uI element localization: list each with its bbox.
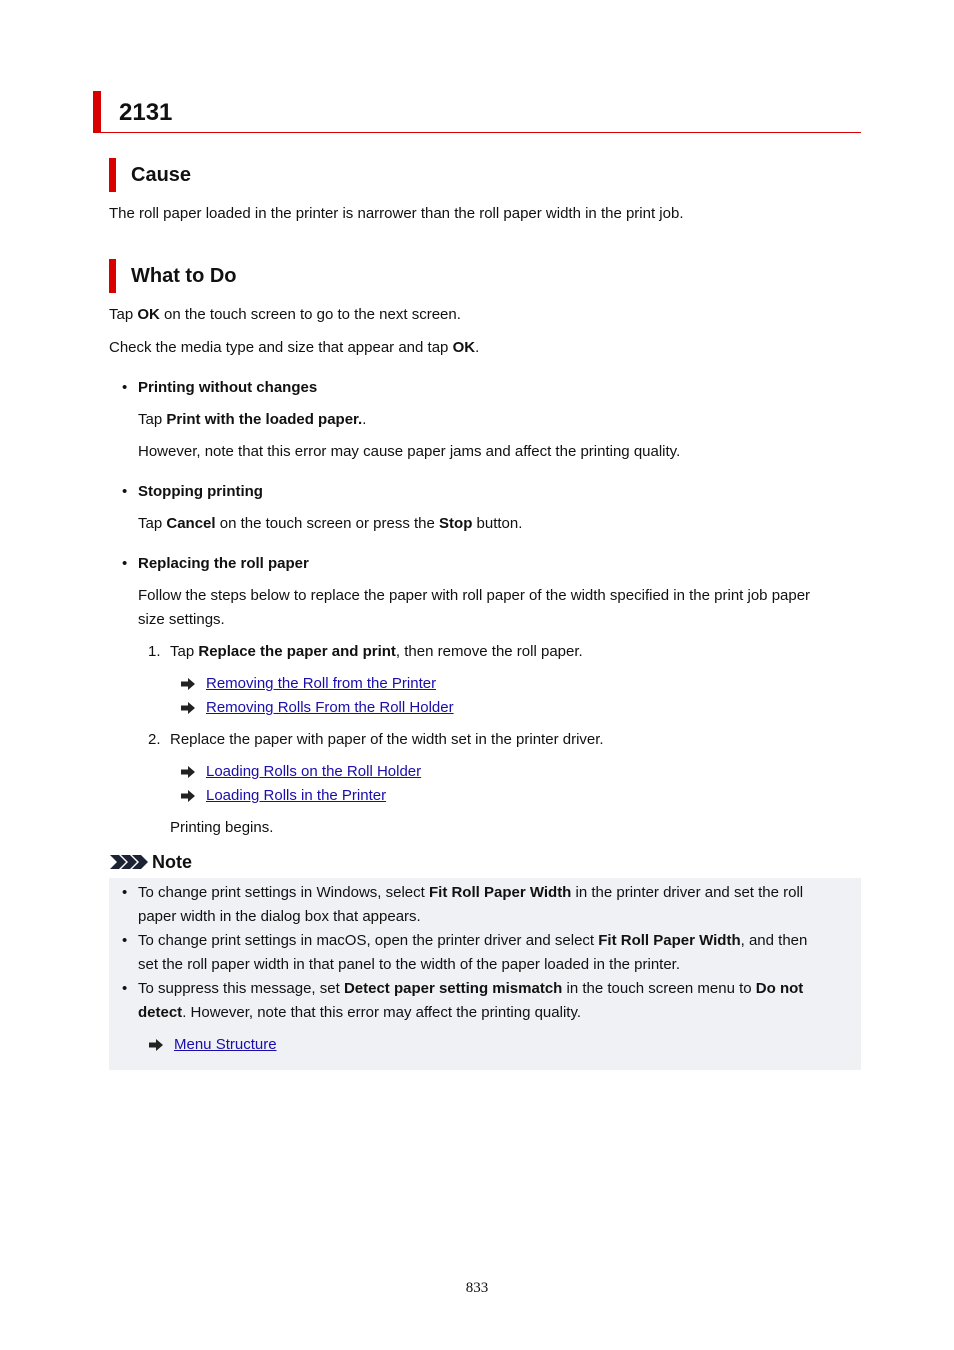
- note-item-text: set the roll paper width in that panel to the width of the paper loaded in the printer.: [138, 956, 681, 973]
- step-number: 1.: [148, 643, 161, 660]
- instruction-tap-ok: Tap OK on the touch screen to go to the next screen.: [109, 306, 461, 323]
- bullet: •: [122, 555, 128, 572]
- what-to-do-heading-bar: [109, 259, 237, 293]
- bullet: •: [122, 980, 128, 997]
- option-text: Tap Cancel on the touch screen or press the Stop button.: [138, 515, 523, 532]
- page-title: 2131: [119, 99, 173, 126]
- bullet: •: [122, 884, 128, 901]
- option-title: Replacing the roll paper: [138, 555, 309, 572]
- what-to-do-heading: What to Do: [131, 265, 237, 287]
- step-text: Replace the paper with paper of the width set in the printer driver.: [170, 731, 604, 748]
- arrow-right-icon: [180, 784, 196, 808]
- option-text: Follow the steps below to replace the paper with roll paper of the width specified in the print job paper: [138, 587, 811, 604]
- arrow-right-icon: [180, 696, 196, 720]
- note-title: Note: [152, 852, 192, 872]
- arrow-right-icon: [180, 760, 196, 784]
- cause-heading: Cause: [131, 164, 192, 186]
- option-title: Stopping printing: [138, 483, 263, 500]
- bullet: •: [122, 379, 128, 396]
- note-item-text: To change print settings in Windows, select Fit Roll Paper Width in the printer driver and set the roll: [138, 884, 804, 901]
- option-text: Tap Print with the loaded paper..: [138, 411, 367, 428]
- note-item-text: To change print settings in macOS, open the printer driver and select Fit Roll Paper Width, and then: [138, 932, 808, 949]
- instruction-check-media: Check the media type and size that appear and tap OK.: [109, 339, 480, 356]
- link-removing-roll-from-printer[interactable]: Removing the Roll from the Printer: [206, 675, 437, 692]
- arrow-right-icon: [180, 672, 196, 696]
- printing-begins-text: Printing begins.: [170, 819, 274, 836]
- link-menu-structure[interactable]: Menu Structure: [174, 1036, 277, 1053]
- page-title-bar: [93, 91, 861, 133]
- page-number: 833: [465, 1280, 489, 1296]
- link-removing-rolls-from-holder[interactable]: Removing Rolls From the Roll Holder: [206, 699, 454, 716]
- note-chevrons-icon: [109, 850, 149, 874]
- option-text: However, note that this error may cause paper jams and affect the printing quality.: [138, 443, 681, 460]
- link-loading-rolls-in-printer[interactable]: Loading Rolls in the Printer: [206, 787, 387, 804]
- cause-heading-bar: [109, 158, 192, 192]
- option-title: Printing without changes: [138, 379, 318, 396]
- arrow-right-icon: [148, 1033, 164, 1057]
- step-text: Tap Replace the paper and print, then remove the roll paper.: [170, 643, 583, 660]
- option-text: size settings.: [138, 611, 225, 628]
- bullet: •: [122, 483, 128, 500]
- step-number: 2.: [148, 731, 161, 748]
- note-item-text: paper width in the dialog box that appears.: [138, 908, 421, 925]
- link-loading-rolls-on-holder[interactable]: Loading Rolls on the Roll Holder: [206, 763, 422, 780]
- note-item-text: To suppress this message, set Detect paper setting mismatch in the touch screen menu to Do not: [138, 980, 804, 997]
- bullet: •: [122, 932, 128, 949]
- cause-text: The roll paper loaded in the printer is narrower than the roll paper width in the print job.: [109, 205, 684, 222]
- note-item-text: detect. However, note that this error may affect the printing quality.: [138, 1004, 581, 1021]
